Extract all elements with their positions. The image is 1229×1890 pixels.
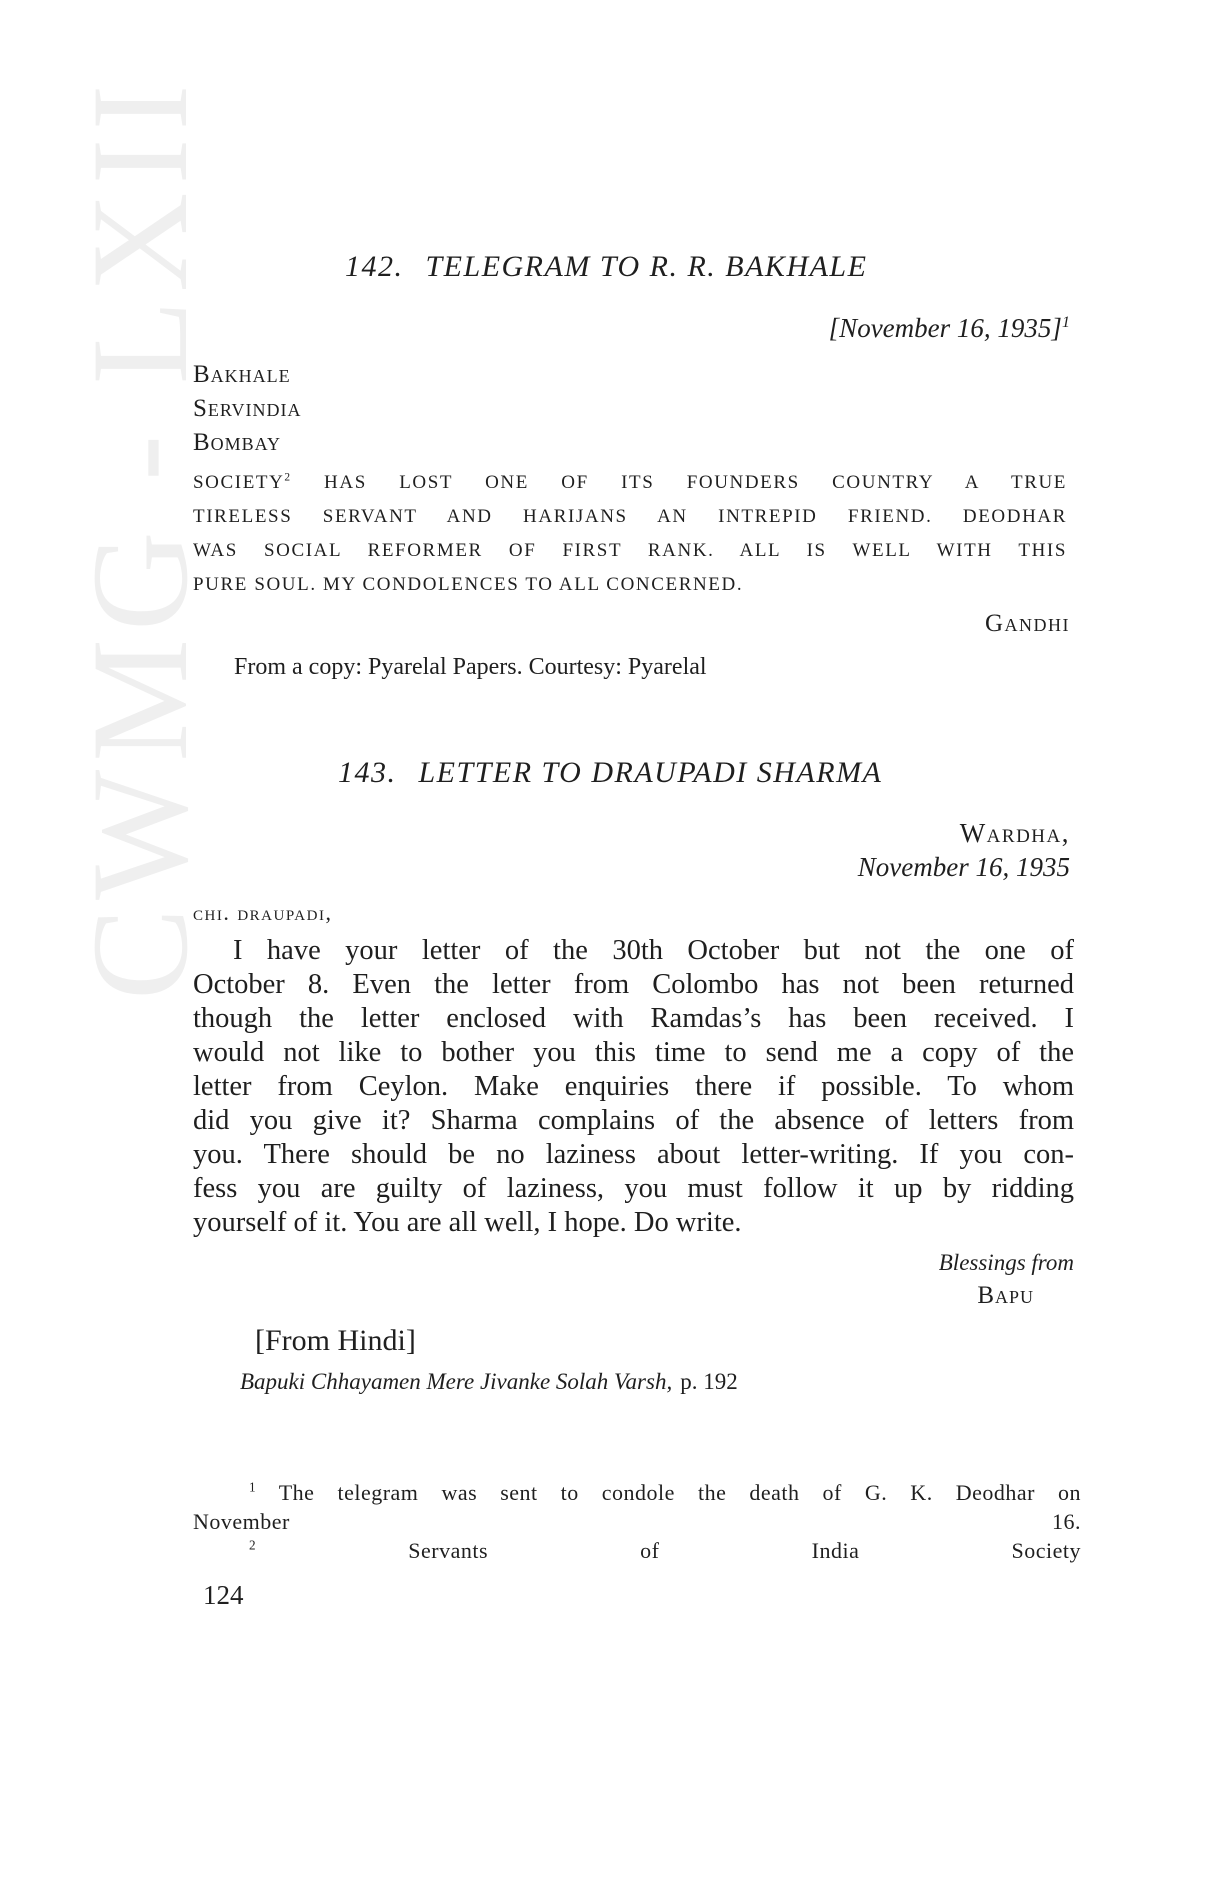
book-page: p. 192 [680, 1369, 738, 1394]
address-line: Bakhale [193, 361, 291, 388]
body-line: though the letter enclosed with Ramdas’s has been received. I [193, 1003, 1074, 1034]
heading-143-number: 143. [338, 756, 397, 789]
telegram-line: WAS SOCIAL REFORMER OF FIRST RANK. ALL IS WELL WITH THIS [193, 540, 1067, 561]
letter-place: Wardha, [959, 818, 1070, 848]
footnotes [193, 1478, 1081, 1565]
body-line: yourself of it. You are all well, I hope. Do write. [193, 1207, 742, 1238]
telegram-line: TIRELESS SERVANT AND HARIJANS AN INTREPID FRIEND. DEODHAR [193, 506, 1067, 527]
telegram-source: From a copy: Pyarelal Papers. Courtesy: Pyarelal [234, 654, 707, 680]
address-line: Bombay [193, 429, 282, 456]
footnote-1-cont: November 16. [193, 1509, 1081, 1534]
footnote-ref-1: 1 [1061, 313, 1070, 331]
footnote-1-marker: 1 [249, 1479, 257, 1495]
letter-closing: Blessings from [938, 1250, 1074, 1275]
body-line: I have your letter of the 30th October but not the one of [233, 935, 1074, 966]
body-line: you. There should be no laziness about letter-writing. If you con- [193, 1139, 1074, 1170]
footnote-ref-2: 2 [284, 471, 292, 484]
page-number: 124 [203, 1580, 244, 1610]
footnote-1: $^1$ The telegram was sent to condole the death of G. K. Deodhar on [249, 1479, 1081, 1505]
address-line: Servindia [193, 395, 302, 422]
heading-143-title: LETTER TO DRAUPADI SHARMA [418, 756, 883, 789]
watermark: CWMG - LXII [63, 76, 216, 1000]
from-language: [From Hindi] [255, 1324, 416, 1357]
letter-signature: Bapu [977, 1282, 1034, 1309]
letter-date: November 16, 1935 [857, 852, 1070, 882]
heading-142-number: 142. [345, 250, 404, 283]
heading-142 [345, 250, 867, 284]
body-line: letter from Ceylon. Make enquiries there if possible. To whom [193, 1071, 1074, 1102]
heading-142-title: TELEGRAM TO R. R. BAKHALE [425, 250, 868, 283]
body-line: October 8. Even the letter from Colombo has not been returned [193, 969, 1074, 1000]
body-line: fess you are guilty of laziness, you must follow it up by ridding [193, 1173, 1074, 1204]
letter-body [193, 934, 1074, 1240]
telegram-date: [November 16, 1935]$^1$ [828, 313, 1070, 343]
book-title: Bapuki Chhayamen Mere Jivanke Solah Varsh, [240, 1369, 673, 1394]
telegram-address [193, 358, 301, 460]
telegram-line: SOCIETY$^2$ HAS LOST ONE OF ITS FOUNDERS COUNTRY A TRUE [193, 471, 1067, 493]
body-line: would not like to bother you this time to send me a copy of the [193, 1037, 1074, 1068]
book-citation [240, 1369, 738, 1395]
heading-143 [338, 756, 882, 790]
telegram-signature: Gandhi [984, 610, 1070, 637]
letter-salutation: chi. draupadi, [193, 900, 333, 925]
footnote-2-marker: 2 [249, 1537, 257, 1553]
footnote-2: $^2$ Servants of India Society [249, 1537, 1081, 1563]
telegram-body [193, 466, 1067, 602]
body-line: did you give it? Sharma complains of the absence of letters from [193, 1105, 1074, 1136]
telegram-line: PURE SOUL. MY CONDOLENCES TO ALL CONCERNED. [193, 574, 744, 595]
